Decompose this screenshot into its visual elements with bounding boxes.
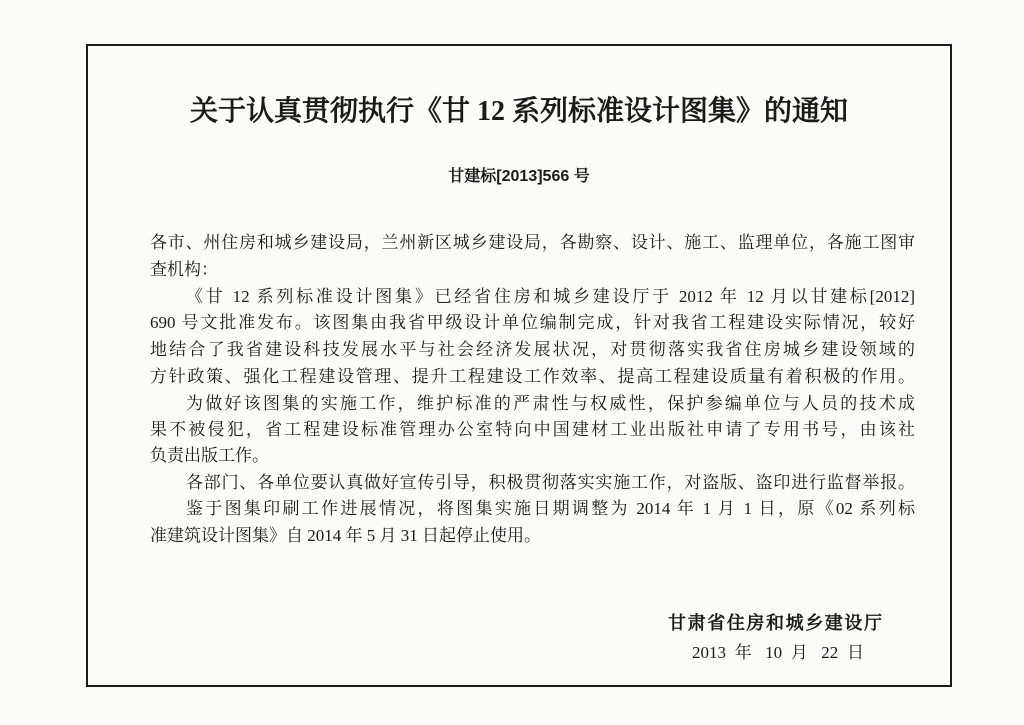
paragraph-1-line-3: 地结合了我省建设科技发展水平与社会经济发展状况，对贯彻落实我省住房城乡建设领域的	[150, 340, 915, 359]
addressee-line-2: 查机构：	[150, 260, 218, 279]
issuing-authority: 甘肃省住房和城乡建设厅	[668, 613, 882, 633]
paragraph-2-line-1: 为做好该图集的实施工作，维护标准的严肃性与权威性，保护参编单位与人员的技术成	[186, 394, 915, 413]
issue-date: 2013 年 10 月 22 日	[692, 643, 864, 662]
paragraph-2-line-2: 果不被侵犯，省工程建设标准管理办公室特向中国建材工业出版社申请了专用书号，由该社	[150, 420, 915, 439]
document-number: 甘建标[2013]566 号	[448, 168, 590, 185]
addressee-line-1: 各市、州住房和城乡建设局，兰州新区城乡建设局，各勘察、设计、施工、监理单位，各施工图审	[150, 233, 915, 252]
paragraph-1-line-1: 《甘 12 系列标准设计图集》已经省住房和城乡建设厅于 2012 年 12 月以甘建标[2012]	[186, 287, 915, 306]
notice-title: 关于认真贯彻执行《甘 12 系列标准设计图集》的通知	[189, 96, 848, 127]
paragraph-2-line-3: 负责出版工作。	[150, 446, 269, 465]
paragraph-1-line-4: 方针政策、强化工程建设管理、提升工程建设工作效率、提高工程建设质量有着积极的作用。	[150, 367, 915, 386]
paragraph-3-line-1: 各部门、各单位要认真做好宣传引导，积极贯彻落实实施工作，对盗版、盗印进行监督举报。	[186, 473, 915, 492]
paragraph-4-line-1: 鉴于图集印刷工作进展情况，将图集实施日期调整为 2014 年 1 月 1 日，原《02 系列标	[186, 499, 915, 518]
paragraph-1-line-2: 690 号文批准发布。该图集由我省甲级设计单位编制完成，针对我省工程建设实际情况，较好	[150, 313, 915, 332]
paragraph-4-line-2: 准建筑设计图集》自 2014 年 5 月 31 日起停止使用。	[150, 526, 541, 545]
